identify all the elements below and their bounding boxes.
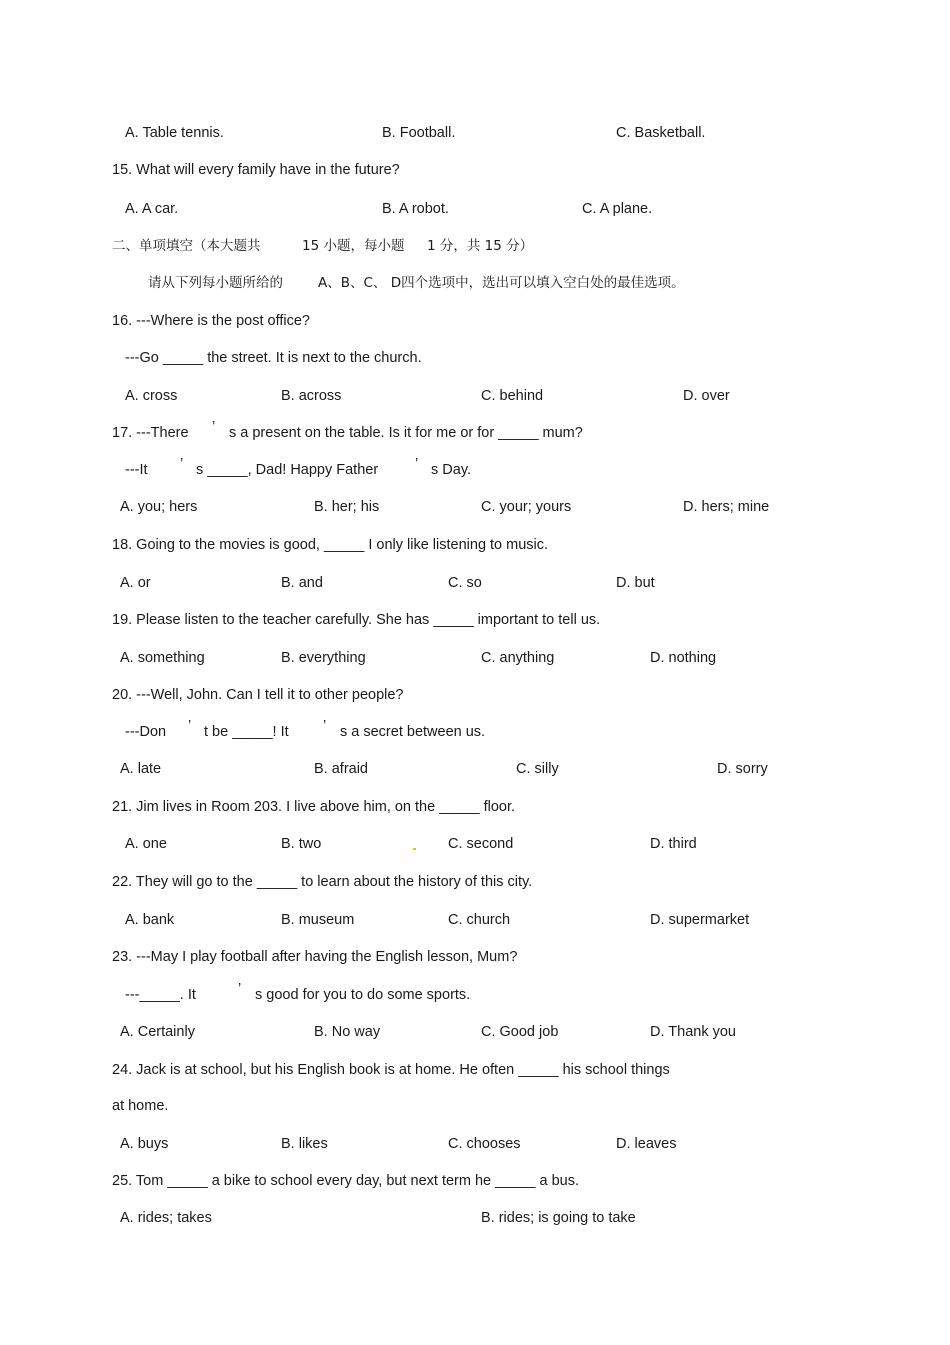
q19-option-d: D. nothing	[650, 650, 717, 666]
q17-question-part2: s a present on the table. Is it for me or for _____ mum?	[229, 425, 583, 441]
q16-option-b: B. across	[281, 388, 342, 404]
q17-option-a: A. you; hers	[120, 499, 198, 515]
q20-line2-apostrophe1: ’	[188, 718, 192, 734]
q23-option-d: D. Thank you	[650, 1024, 736, 1040]
section-instruction-part1: 请从下列每小题所给的	[148, 275, 283, 291]
q20-question: 20. ---Well, John. Can I tell it to other people?	[112, 687, 404, 703]
q14-option-b: B. Football.	[382, 125, 456, 141]
q20-option-d: D. sorry	[717, 761, 768, 777]
q22-option-a: A. bank	[125, 912, 175, 928]
q17-option-d: D. hers; mine	[683, 499, 770, 515]
q18-option-c: C. so	[448, 575, 482, 591]
q18-option-a: A. or	[120, 575, 151, 591]
q19-option-b: B. everything	[281, 650, 366, 666]
q18-option-b: B. and	[281, 575, 323, 591]
q17-line2-part3: s Day.	[431, 462, 472, 478]
q23-option-b: B. No way	[314, 1024, 381, 1040]
q18-option-d: D. but	[616, 575, 655, 591]
q17-option-b: B. her; his	[314, 499, 380, 515]
q20-option-a: A. late	[120, 761, 162, 777]
q17-line2-apostrophe2: ’	[415, 456, 419, 472]
q15-option-c: C. A plane.	[582, 201, 653, 217]
q17-question-part1: 17. ---There	[112, 425, 189, 441]
q17-apostrophe: ’	[212, 419, 216, 435]
q21-option-d: D. third	[650, 836, 697, 852]
q19-question: 19. Please listen to the teacher carefully. She has _____ important to tell us.	[112, 612, 601, 628]
q21-option-a: A. one	[125, 836, 167, 852]
q17-line2-part1: ---It	[125, 462, 148, 478]
q14-option-a: A. Table tennis.	[125, 125, 224, 141]
q16-line2: ---Go _____ the street. It is next to the church.	[125, 350, 422, 366]
q25-option-a: A. rides; takes	[120, 1210, 212, 1226]
q16-option-a: A. cross	[125, 388, 178, 404]
q22-option-d: D. supermarket	[650, 912, 750, 928]
q23-question: 23. ---May I play football after having the English lesson, Mum?	[112, 949, 518, 965]
q20-option-b: B. afraid	[314, 761, 368, 777]
q25-question: 25. Tom _____ a bike to school every day, but next term he _____ a bus.	[112, 1173, 579, 1189]
q23-line2-part2: s good for you to do some sports.	[255, 987, 471, 1003]
q24-option-d: D. leaves	[616, 1136, 677, 1152]
q15-question: 15. What will every family have in the future?	[112, 162, 400, 178]
q19-option-c: C. anything	[481, 650, 555, 666]
q16-option-d: D. over	[683, 388, 730, 404]
q24-option-b: B. likes	[281, 1136, 328, 1152]
q17-option-c: C. your; yours	[481, 499, 572, 515]
q24-option-a: A. buys	[120, 1136, 169, 1152]
q16-question: 16. ---Where is the post office?	[112, 313, 310, 329]
q20-line2-part1: ---Don	[125, 724, 167, 740]
q21-question: 21. Jim lives in Room 203. I live above him, on the _____ floor.	[112, 799, 515, 815]
q24-option-c: C. chooses	[448, 1136, 521, 1152]
q24-continuation: at home.	[112, 1098, 169, 1114]
q17-line2-part2: s _____, Dad! Happy Father	[196, 462, 379, 478]
q22-option-b: B. museum	[281, 912, 355, 928]
stray-mark	[413, 848, 416, 850]
section-instruction-part2: A、B、C、 D四个选项中，选出可以填入空白处的最佳选项。	[318, 275, 685, 291]
q16-option-c: C. behind	[481, 388, 544, 404]
q15-option-b: B. A robot.	[382, 201, 449, 217]
q18-question: 18. Going to the movies is good, _____ I only like listening to music.	[112, 537, 549, 553]
q20-line2-part3: s a secret between us.	[340, 724, 486, 740]
q20-line2-apostrophe2: ’	[323, 718, 327, 734]
q17-line2-apostrophe1: ’	[180, 456, 184, 472]
q24-question: 24. Jack is at school, but his English book is at home. He often _____ his school things	[112, 1062, 670, 1078]
q19-option-a: A. something	[120, 650, 205, 666]
q23-option-a: A. Certainly	[120, 1024, 195, 1040]
q23-option-c: C. Good job	[481, 1024, 559, 1040]
q25-option-b: B. rides; is going to take	[481, 1210, 636, 1226]
section-heading-part1: 二、单项填空（本大题共	[112, 238, 261, 254]
q14-option-c: C. Basketball.	[616, 125, 706, 141]
q22-option-c: C. church	[448, 912, 511, 928]
q15-option-a: A. A car.	[125, 201, 179, 217]
q22-question: 22. They will go to the _____ to learn about the history of this city.	[112, 874, 533, 890]
q20-line2-part2: t be _____! It	[204, 724, 289, 740]
section-heading-part3: 1 分，共 15 分）	[427, 238, 534, 254]
q23-line2-part1: ---_____. It	[125, 987, 196, 1003]
section-heading-part2: 15 小题，每小题	[302, 238, 405, 254]
q21-option-b: B. two	[281, 836, 322, 852]
q21-option-c: C. second	[448, 836, 514, 852]
q23-line2-apostrophe: ’	[238, 981, 242, 997]
q20-option-c: C. silly	[516, 761, 559, 777]
